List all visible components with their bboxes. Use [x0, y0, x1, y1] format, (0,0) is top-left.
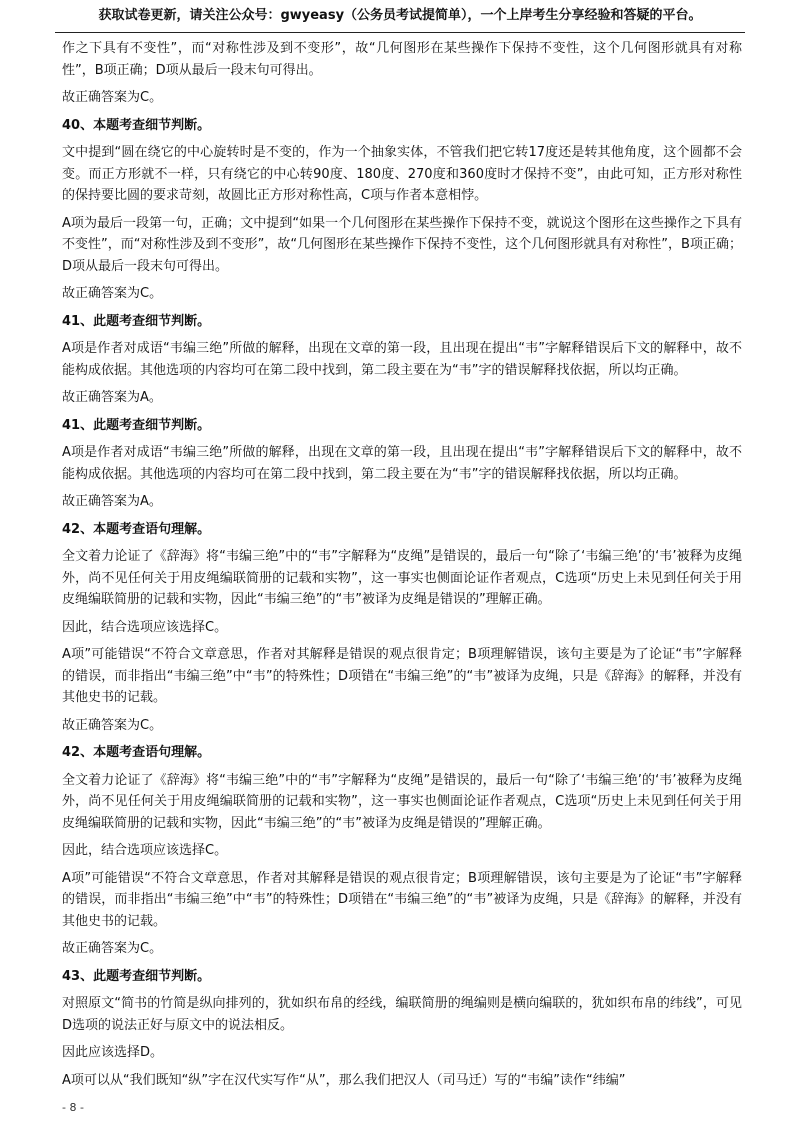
- answer-line: 因此应该选择D。: [62, 1045, 164, 1060]
- answer-line: 故正确答案为C。: [62, 941, 163, 956]
- header-text: 获取试卷更新，请关注公众号：gwyeasy（公务员考试提简单），一个上岸考生分享经验和答疑的平台。: [98, 8, 702, 23]
- paragraph-text: A项是作者对成语“韦编三绝”所做的解释，出现在文章的第一段，且出现在提出“韦”字解释错误后下文的解释中，故不能构成依据。其他选项的内容均可在第二段中找到，第二段主要在为“韦”字的错误解释找依据，所以均正确。: [62, 445, 742, 482]
- question-heading: 43、此题考查细节判断。: [62, 968, 211, 984]
- page-number: - 8 -: [62, 1101, 84, 1114]
- question-heading: 41、此题考查细节判断。: [62, 313, 211, 329]
- question-heading: 42、本题考查语句理解。: [62, 745, 211, 760]
- paragraph-text: 全文着力论证了《辞海》将“韦编三绝”中的“韦”字解释为“皮绳”是错误的，最后一句“除了‘韦编三绝’的‘韦’被释为皮绳外，尚不见任何关于用皮绳编联简册的记载和实物”，这一事实也侧面论证作者观点，C选项“历史上未见到任何关于用皮绳编联简册的记载和实物，因此“韦编三绝”的“韦”被译为皮绳是错误的”理解正确。: [62, 772, 742, 831]
- answer-line: 故正确答案为C。: [62, 286, 163, 301]
- paragraph-text: A项”可能错误“不符合文章意思，作者对其解释是错误的观点很肯定；B项理解错误，该句主要是为了论证“韦”字解释的错误，而非指出“韦编三绝”中“韦”的特殊性；D项错在“韦编三绝”的“韦”被译为皮绳，只是《辞海》的解释，并没有其他史书的记载。: [62, 870, 742, 929]
- paragraph-text: 作之下具有不变性”，而“对称性涉及到不变形”，故“几何图形在某些操作下保持不变性，这个几何图形就具有对称性”，B项正确；D项从最后一段末句可得出。: [62, 41, 742, 78]
- paragraph-text: A项”可能错误“不符合文章意思，作者对其解释是错误的观点很肯定；B项理解错误，该句主要是为了论证“韦”字解释的错误，而非指出“韦编三绝”中“韦”的特殊性；D项错在“韦编三绝”的“韦”被译为皮绳，只是《辞海》的解释，并没有其他史书的记载。: [62, 647, 742, 705]
- question-heading: 40、本题考查细节判断。: [62, 117, 211, 133]
- paragraph-text: A项可以从“我们既知“纵”字在汉代实写作“从”，那么我们把汉人（司马迁）写的“韦编”读作“纬编”: [62, 1072, 626, 1088]
- paragraph-text: A项是作者对成语“韦编三绝”所做的解释，出现在文章的第一段，且出现在提出“韦”字解释错误后下文的解释中，故不能构成依据。其他选项的内容均可在第二段中找到，第二段主要在为“韦”字的错误解释找依据，所以均正确。: [62, 341, 742, 378]
- paragraph-text: 全文着力论证了《辞海》将“韦编三绝”中的“韦”字解释为“皮绳”是错误的，最后一句“除了‘韦编三绝’的‘韦’被释为皮绳外，尚不见任何关于用皮绳编联简册的记载和实物”，这一事实也侧面论证作者观点，C选项“历史上未见到任何关于用皮绳编联简册的记载和实物，因此“韦编三绝”的“韦”被译为皮绳是错误的”理解正确。: [62, 549, 742, 607]
- page-content: [62, 38, 742, 1097]
- paragraph-text: 对照原文“简书的竹简是纵向排列的，犹如织布帛的经线，编联简册的绳编则是横向编联的，犹如织布帛的纬线”，可见D选项的说法正好与原文中的说法相反。: [62, 996, 742, 1033]
- question-heading: 41、此题考查细节判断。: [62, 417, 211, 433]
- paragraph-text: 文中提到“圆在绕它的中心旋转时是不变的，作为一个抽象实体，不管我们把它转17度还是转其他角度，这个圆都不会变。而正方形就不一样，只有绕它的中心转90度、180度、270度和360度时才保持不变”，由此可知，正方形对称性的保持要比圆的要求苛刻，故圆比正方形对称性高，C项与作者本意相悖。: [62, 145, 742, 203]
- answer-line: 因此，结合选项应该选择C。: [62, 619, 228, 635]
- answer-line: 因此，结合选项应该选择C。: [62, 843, 228, 858]
- question-heading: 42、本题考查语句理解。: [62, 521, 211, 537]
- answer-line: 故正确答案为C。: [62, 90, 163, 105]
- answer-line: 故正确答案为C。: [62, 717, 163, 733]
- answer-line: 故正确答案为A。: [62, 390, 162, 405]
- paragraph-text: A项为最后一段第一句，正确；文中提到“如果一个几何图形在某些操作下保持不变，就说这个图形在这些操作之下具有不变性”，而“对称性涉及到不变形”，故“几何图形在某些操作下保持不变性，这个几何图形就具有对称性”，B项正确；D项从最后一段末句可得出。: [62, 215, 742, 274]
- page-header: [55, 0, 745, 33]
- answer-line: 故正确答案为A。: [62, 494, 162, 509]
